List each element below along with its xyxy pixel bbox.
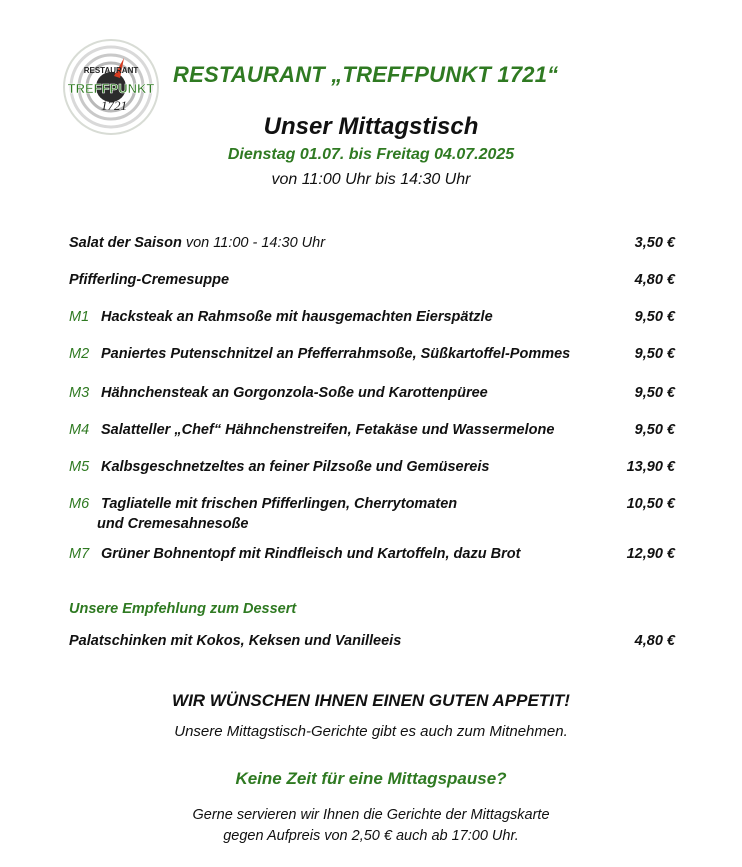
menu-item-note: von 11:00 - 14:30 Uhr — [185, 235, 326, 251]
menu-item-name: Paniertes Putenschnitzel an Pfefferrahmsoße, Süßkartoffel-Pommes — [101, 346, 571, 362]
logo-main-text: TREFFPUNKT — [67, 81, 155, 96]
menu-item — [69, 544, 675, 564]
menu-item-name: Hacksteak an Rahmsoße mit hausgemachten Eierspätzle — [101, 309, 493, 325]
menu-item-code: M4 — [69, 422, 90, 438]
menu-item-line — [69, 457, 675, 477]
menu-item-price: 3,50 € — [634, 235, 675, 251]
menu-item-price: 10,50 € — [626, 496, 675, 512]
takeaway-note: Unsere Mittagstisch-Gerichte gibt es auch zum Mitnehmen. — [174, 723, 568, 740]
menu-item-price: 4,80 € — [634, 633, 675, 649]
dessert-list — [69, 631, 675, 651]
evening-offer — [0, 805, 742, 847]
menu-item-code: M5 — [69, 459, 90, 475]
menu-item — [69, 631, 675, 651]
menu-item-continuation: und Cremesahnesoße — [97, 516, 249, 532]
menu-item-line — [69, 233, 675, 253]
menu-item — [69, 383, 675, 403]
menu-item-price: 12,90 € — [626, 546, 675, 562]
menu-item-line — [69, 544, 675, 564]
menu-item-line — [69, 344, 675, 364]
menu-item-code: M3 — [69, 385, 90, 401]
menu-item-price: 9,50 € — [634, 309, 675, 325]
menu-item-code: M1 — [69, 309, 90, 325]
menu-item-name: Salatteller „Chef“ Hähnchenstreifen, Fetakäse und Wassermelone — [101, 422, 555, 438]
menu-item-price: 9,50 € — [634, 422, 675, 438]
menu-item — [69, 457, 675, 477]
appetit-message: WIR WÜNSCHEN IHNEN EINEN GUTEN APPETIT! — [172, 691, 570, 710]
menu-item-price: 13,90 € — [626, 459, 675, 475]
menu-item — [69, 494, 675, 534]
menu-item-name: Pfifferling-Cremesuppe — [69, 272, 230, 288]
date-range: Dienstag 01.07. bis Freitag 04.07.2025 — [227, 146, 515, 163]
lunch-break-question: Keine Zeit für eine Mittagspause? — [235, 769, 507, 788]
menu-item-name: Salat der Saison — [69, 235, 182, 251]
menu-item-line — [69, 420, 675, 440]
page-title: Unser Mittagstisch — [263, 113, 479, 140]
menu-item-line — [69, 494, 675, 514]
menu-item-price: 9,50 € — [634, 385, 675, 401]
menu-item-line — [69, 270, 675, 290]
menu-item-name: Kalbsgeschnetzeltes an feiner Pilzsoße und Gemüsereis — [101, 459, 490, 475]
menu-item — [69, 233, 675, 253]
evening-offer-line: gegen Aufpreis von 2,50 € auch ab 17:00 Uhr. — [223, 828, 519, 844]
menu-item — [69, 420, 675, 440]
logo-year: 1721 — [101, 98, 127, 113]
menu-item-name: Hähnchensteak an Gorgonzola-Soße und Karottenpüree — [101, 385, 488, 401]
evening-offer-line: Gerne servieren wir Ihnen die Gerichte der Mittagskarte — [192, 807, 550, 823]
menu-item-code: M2 — [69, 346, 90, 362]
menu-item — [69, 307, 675, 327]
menu-item-name: Palatschinken mit Kokos, Keksen und Vanilleeis — [69, 633, 402, 649]
menu-item-price: 9,50 € — [634, 346, 675, 362]
menu-item-line — [69, 307, 675, 327]
menu-item-price: 4,80 € — [634, 272, 675, 288]
menu-item-name: Grüner Bohnentopf mit Rindfleisch und Kartoffeln, dazu Brot — [101, 546, 521, 562]
menu-item-name: Tagliatelle mit frischen Pfifferlingen, Cherrytomaten — [101, 496, 458, 512]
menu-item-line — [69, 383, 675, 403]
restaurant-name: RESTAURANT „TREFFPUNKT 1721“ — [173, 62, 559, 87]
serving-hours: von 11:00 Uhr bis 14:30 Uhr — [271, 171, 471, 188]
menu-item-code: M7 — [69, 546, 90, 562]
menu-item — [69, 270, 675, 290]
logo-top-text: RESTAURANT — [83, 66, 139, 75]
menu-item-code: M6 — [69, 496, 90, 512]
dessert-heading: Unsere Empfehlung zum Dessert — [69, 601, 297, 617]
menu-item — [69, 344, 675, 364]
